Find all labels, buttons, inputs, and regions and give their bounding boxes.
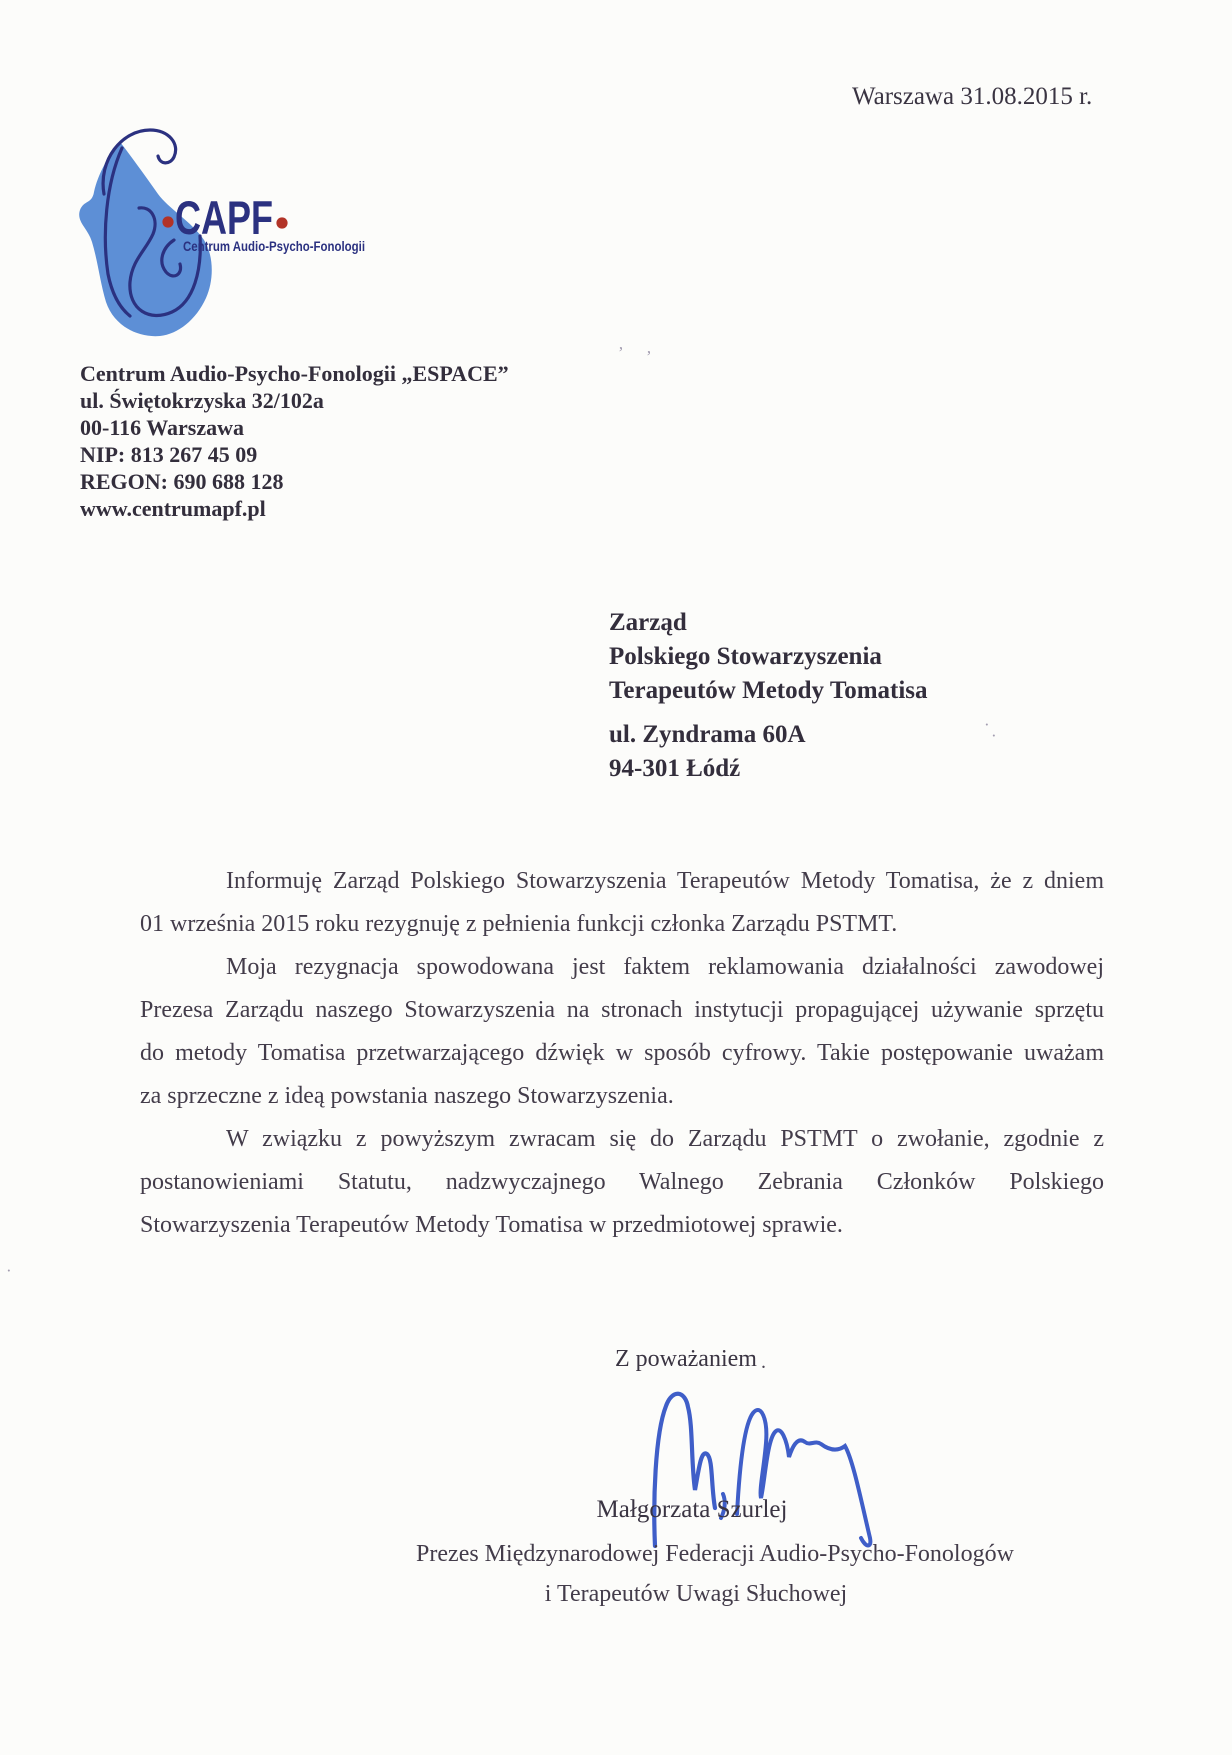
recipient-block <box>609 606 928 786</box>
recipient-city: 94-301 Łódź <box>609 755 741 782</box>
body-p2-line3: do metody Tomatisa przetwarzającego dźwięk w sposób cyfrowy. Takie postępowanie uważam <box>140 1040 1104 1066</box>
recipient-org-line-3: Terapeutów Metody Tomatisa <box>609 677 928 704</box>
recipient-street: ul. Zyndrama 60A <box>609 721 806 748</box>
sender-regon: REGON: 690 688 128 <box>80 469 284 494</box>
scan-artifact-right-speck-a: · <box>984 715 990 734</box>
body-p3-line2: postanowieniami Statutu, nadzwyczajnego Walnego Zebrania Członków Polskiego <box>140 1169 1104 1195</box>
body-p2-line2: Prezesa Zarządu naszego Stowarzyszenia na stronach instytucji propagującej używanie sprzętu <box>140 997 1104 1023</box>
scan-artifact-right-speck-b: · <box>991 726 997 745</box>
signature-stroke-3 <box>737 1410 870 1546</box>
valediction: Z poważaniem <box>615 1346 757 1372</box>
scan-artifact-left-margin-speck: · <box>6 1261 12 1280</box>
signer-title-line-1: Prezes Międzynarodowej Federacji Audio-Psycho-Fonologów <box>416 1541 1014 1567</box>
scan-artifact-dot-after-valediction: . <box>761 1351 766 1373</box>
logo-red-dot-left <box>162 216 173 227</box>
sender-website: www.centrumapf.pl <box>80 496 266 521</box>
sender-city: 00-116 Warszawa <box>80 415 244 440</box>
recipient-address <box>609 718 928 786</box>
sender-street: ul. Świętokrzyska 32/102a <box>80 388 324 413</box>
body-p2-line4: za sprzeczne z ideą powstania naszego Stowarzyszenia. <box>140 1083 674 1109</box>
letter-date: Warszawa 31.08.2015 r. <box>852 83 1093 110</box>
signer-name: Małgorzata Szurlej <box>596 1496 788 1523</box>
body-p1-line2: 01 września 2015 roku rezygnuję z pełnienia funkcji członka Zarządu PSTMT. <box>140 911 898 937</box>
letter-body <box>140 860 1104 1247</box>
scan-artifact-tick-right: ’ <box>646 347 652 366</box>
sender-org-name: Centrum Audio-Psycho-Fonologii „ESPACE” <box>80 361 509 386</box>
scan-artifact-tick-left: ’ <box>618 343 624 362</box>
body-p3-line1: W związku z powyższym zwracam się do Zarządu PSTMT o zwołanie, zgodnie z <box>226 1126 1104 1152</box>
signer-title-line-2: i Terapeutów Uwagi Słuchowej <box>544 1581 848 1607</box>
sender-block <box>80 360 509 522</box>
logo-red-dot-right <box>276 217 287 228</box>
recipient-org-line-2: Polskiego Stowarzyszenia <box>609 643 882 670</box>
body-p1-line1: Informuję Zarząd Polskiego Stowarzyszenia Terapeutów Metody Tomatisa, że z dniem <box>226 868 1104 894</box>
logo-tagline: Centrum Audio-Psycho-Fonologii <box>183 239 365 254</box>
body-p2-line1: Moja rezygnacja spowodowana jest faktem reklamowania działalności zawodowej <box>226 954 1104 980</box>
sender-nip: NIP: 813 267 45 09 <box>80 442 258 467</box>
handwritten-signature <box>630 1380 880 1555</box>
body-p3-line3: Stowarzyszenia Terapeutów Metody Tomatisa w przedmiotowej sprawie. <box>140 1212 843 1238</box>
capf-logo <box>66 122 396 342</box>
logo-acronym: CAPF <box>175 191 273 244</box>
recipient-org-line-1: Zarząd <box>609 609 687 636</box>
